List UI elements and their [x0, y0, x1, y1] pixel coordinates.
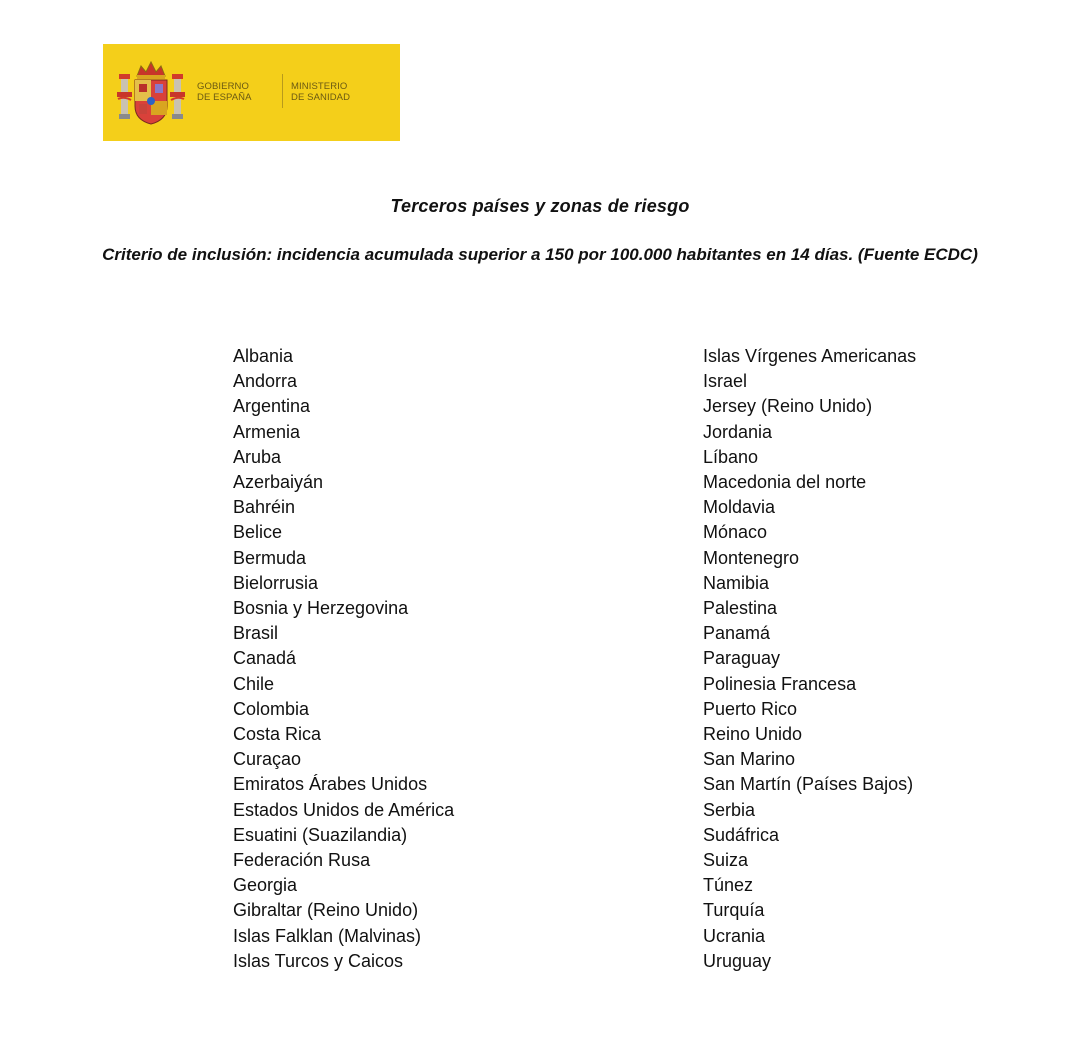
logo-gobierno-text — [197, 81, 252, 103]
country-item: Puerto Rico — [703, 698, 798, 719]
country-item: Bahréin — [233, 497, 296, 518]
country-item: Bosnia y Herzegovina — [233, 598, 409, 619]
country-list-right — [703, 344, 916, 974]
logo-line-4: DE SANIDAD — [291, 92, 351, 103]
country-item: Islas Falklan (Malvinas) — [233, 925, 422, 946]
country-item: Albania — [233, 346, 294, 366]
country-item: Canadá — [233, 648, 297, 669]
country-item: Bielorrusia — [233, 572, 319, 593]
country-item: Montenegro — [703, 547, 800, 568]
country-item: Brasil — [233, 623, 279, 644]
country-item: Islas Turcos y Caicos — [233, 950, 404, 971]
logo-ministerio-text — [291, 81, 350, 103]
country-item: Suiza — [703, 850, 749, 871]
country-item: Israel — [703, 371, 748, 392]
country-item: Islas Vírgenes Americanas — [703, 346, 917, 366]
country-item: Georgia — [233, 875, 298, 896]
country-item: Moldavia — [703, 497, 776, 518]
country-item: Túnez — [703, 875, 754, 896]
country-item: Uruguay — [703, 950, 772, 971]
country-item: Jersey (Reino Unido) — [703, 396, 873, 417]
country-item: Esuatini (Suazilandia) — [233, 824, 408, 845]
logo-line-2: DE ESPAÑA — [197, 92, 252, 103]
country-item: Federación Rusa — [233, 850, 371, 871]
country-item: Emiratos Árabes Unidos — [233, 774, 428, 795]
country-item: Andorra — [233, 371, 298, 392]
country-item: Mónaco — [703, 522, 768, 543]
country-item: Sudáfrica — [703, 824, 780, 845]
government-logo — [103, 44, 400, 141]
country-item: Belice — [233, 522, 283, 543]
logo-divider — [282, 74, 283, 108]
country-item: Azerbaiyán — [233, 472, 324, 493]
country-item: Gibraltar (Reino Unido) — [233, 900, 419, 921]
country-item: Serbia — [703, 799, 756, 820]
country-item: Curaçao — [233, 749, 302, 770]
inclusion-criteria: Criterio de inclusión: incidencia acumulada superior a 150 por 100.000 habitantes en 14 días. (Fuente ECDC) — [102, 245, 978, 264]
country-item: Turquía — [703, 900, 765, 921]
coat-of-arms-icon — [117, 56, 185, 130]
country-item: Ucrania — [703, 925, 766, 946]
country-item: Jordania — [703, 421, 773, 442]
logo-line-1: GOBIERNO — [197, 81, 250, 92]
country-item: Colombia — [233, 698, 310, 719]
country-item: San Martín (Países Bajos) — [703, 774, 914, 795]
logo-line-3: MINISTERIO — [291, 81, 348, 92]
country-item: Armenia — [233, 421, 301, 442]
country-item: Paraguay — [703, 648, 781, 669]
country-item: Chile — [233, 673, 275, 694]
country-item: Líbano — [703, 446, 759, 467]
country-item: Polinesia Francesa — [703, 673, 857, 694]
page-title: Terceros países y zonas de riesgo — [390, 196, 690, 216]
country-item: San Marino — [703, 749, 796, 770]
country-item: Panamá — [703, 623, 771, 644]
country-item: Costa Rica — [233, 724, 322, 745]
country-list-left — [233, 344, 454, 974]
country-item: Estados Unidos de América — [233, 799, 455, 820]
country-item: Reino Unido — [703, 724, 803, 745]
country-item: Aruba — [233, 446, 282, 467]
country-item: Palestina — [703, 598, 778, 619]
country-item: Bermuda — [233, 547, 307, 568]
country-item: Argentina — [233, 396, 311, 417]
country-item: Macedonia del norte — [703, 472, 867, 493]
country-item: Namibia — [703, 572, 770, 593]
